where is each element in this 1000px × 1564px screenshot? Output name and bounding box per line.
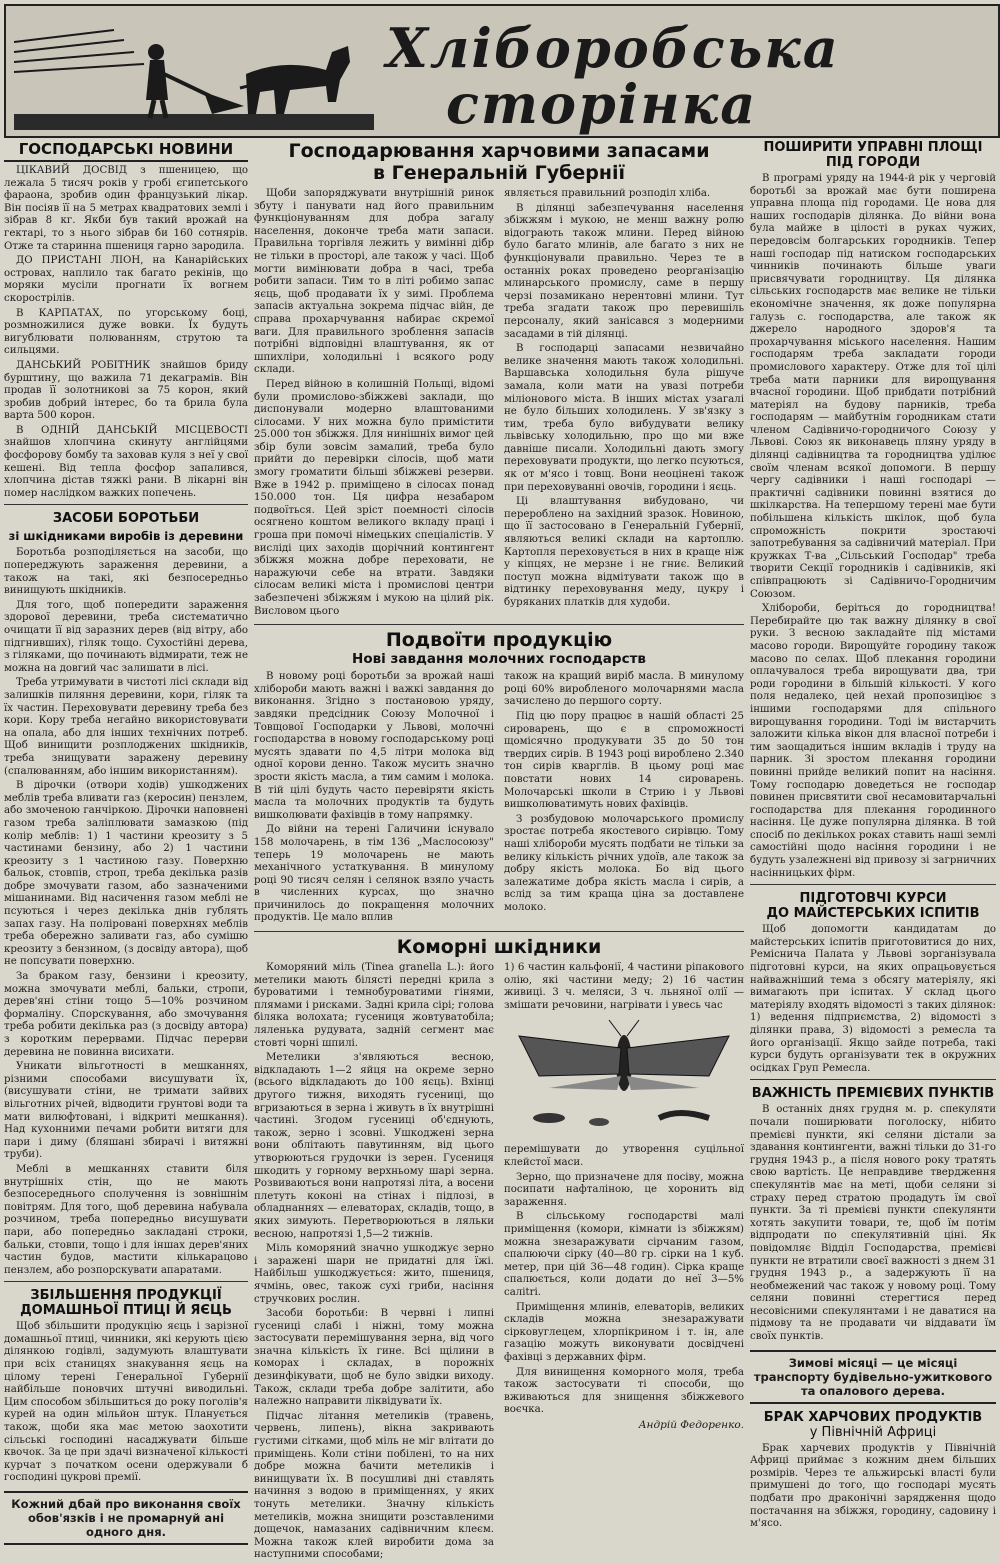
article-paragraph: Метелики з'являються весною, відкладають 1—2 яйця на окреме зерно (всього відкладають до 100 яєць). Вхінці другого тижня, виходять гусениці, що вгризаються в зерна і живуть в їх внутрішні частині. Згодом гусениці об'єднують, також, зерно і зсовні. Ушкоджені зерна вони облітають павутинням, від цього утворюються грудочки із зерен. Гусениця шкодить у горному верхньому шарі зерна. Розвиваються вони напротязі літа, а восени плетуть коконі на стінах і підлозі, в обладнаннях — елеваторах, складів, тощо, в яких зимують. Перетворюються в ляльки весною, напротязі 1,5—2 тижнів. [254, 1052, 494, 1240]
food-stocks-title-line1: Господарювання харчовими запасами [288, 140, 710, 162]
premium-title: ВАЖНІСТЬ ПРЕМІЄВИХ ПУНКТІВ [751, 1086, 995, 1102]
column-center [254, 140, 744, 1564]
news-item: ДАНСЬКИЙ РОБІТНИК знайшов бриду бурштину, що важила 71 декаграмів. Він продав її золотникові за 75 корон, який зробив добрий інтерес, бо та брила була варта 500 корон. [4, 359, 248, 422]
africa-title-line1: БРАК ХАРЧОВИХ ПРОДУКТІВ [763, 1409, 983, 1425]
pests-title: Коморні шкідники [396, 936, 602, 959]
article-paragraph: перемішувати до утворення суцільної клейстої маси. [504, 1144, 744, 1169]
divider [4, 504, 248, 505]
gardens-title-line1: ПОШИРИТИ УПРАВНІ ПЛОЩІ [763, 140, 983, 155]
plowing-farmer-illustration [14, 22, 374, 130]
article-paragraph: В сільському господарстві малі приміщення (комори, кімнати із збіжжям) можна знезаражувати сірчаним газом, спалюючи сірку (40—80 гр. сірки на 1 куб. метер, при цій 36—48 годин). Сірка краще спалюється, коли додати до неї 3—5% саліtri. [504, 1211, 744, 1298]
article-paragraph: являється правильний розподіл хліба. [504, 188, 711, 199]
column-left [4, 140, 248, 1551]
divider [254, 931, 744, 932]
article-paragraph: До війни на терені Галичини існувало 158 молочарень, в тім 136 „Маслосоюзу" теперь 19 молочарень не мають механічного устаткування. В минулому році 90 тисяч селян і селянок взяло участь в численних курсах, що значно причинилось до покращення молочних продуктів. Це мало вплив [254, 824, 494, 924]
article-paragraph: Коморяний міль (Tinea granella L.): його метелики мають білясті передні крила з буроватими і темнобуроватими гінями, плямами і рисками. Задні крила сірі; голова біляка волохата; гусениця жовтуватобіла; ляленька рудувата, задній сегмент має стовті чорні шпилі. [254, 962, 494, 1049]
wood-paragraph: Для того, щоб попередити зараження здорової деревини, треба систематично очищати її від заразних дерев (від вітру, або підгнивших), гіляк тощо. Сухостійні дерева, з гіляками, що починають відмирати, теж не можна на довгий час залишати в лісі. [4, 599, 248, 674]
dairy-article [254, 671, 744, 927]
article-paragraph: також на кращий виріб масла. В минулому році 60% виробленого молочарнями масла зачислено до першого сорту. [504, 671, 744, 708]
article-paragraph: Під цю пору працює в нашій області 25 сироварень, що є в спроможності щомісячно продукувати 35 до 50 тон твердих сирів. В 1943 році вироблено 2.340 тон сирів кварглів. В цьому році має повстати нових 14 сироварень. Молочарські школи в Стрию і у Львові вишколюватимуть нових фахівців. [504, 710, 744, 811]
courses-title-line2: ДО МАЙСТЕРСЬКИХ ІСПИТІВ [766, 906, 980, 922]
gardens-title-line2: ПІД ГОРОДИ [825, 155, 921, 170]
column-right [750, 140, 996, 1533]
author-signature: Андрій Федоренко. [638, 1418, 744, 1431]
article-paragraph: 1) 6 частин кальфонії, 4 частини ріпакового олію, які частини меду; 2) 16 частин живиці. 3 ч. меляси, 3 ч. льняної олії — змішати речовини, нагрівати і увесь час [504, 962, 744, 1011]
courses-title-line1: ПІДГОТОВЧІ КУРСИ [799, 891, 947, 907]
article-paragraph: Для винищення коморного моля, треба також застосувати ті способи, що вживаються для знищення збіжжевого воєчка. [504, 1366, 744, 1416]
africa-title-line2: у Північній Африці [809, 1424, 937, 1440]
article-paragraph: Щоби запоряджувати внутрішній ринок збуту і панувати над його правильним функціонуванням для добра загалу населення, доконче треба мати запаси. Правильна торгівля лежить у вимінні дібр не тільки в просторі, але також у часі. Щоб могти вимінювати добра в часі, треба робити запаси. Тим то в літі робимо запас яєць, щоб продавати їх у зимі. Проблема запасів актуальна зокрема підчас війн, де справа прохарчування набирає скремої ваги. Для правильного зроблення запасів потрібні відповідні влаштування, як от шпихліри, холодильні і всякого роду склади. [254, 188, 494, 376]
wood-paragraph: Уникати вільготності в мешканнях, різними способами висушувати їх, (висушувати стіни, не тримати зайвих вільготних річей, відводити грунтові води та мати вилюфтовані, і відкриті мешкання). Над кухонними печами робити витяги для пари і диму (бляшані збирачі і витяжні труби). [4, 1061, 248, 1161]
news-item: ЦІКАВИЙ ДОСВІД з пшеницею, що лежала 5 тисяч років у гробі єгипетського фараона, зробив один французький лікар. Він посіяв її на 5 метрах квадратових землі і зібрав 8 кг. Якби був такий врожай на гектарі, то з нього зібрав би 160 сотнярів. Отже та старинна пшениця гарно зародила. [4, 165, 248, 252]
masthead-title-line2: сторінка [446, 72, 758, 136]
article-paragraph: В господарці запасами незвичайно велике значення мають також холодильні. Варшавська холодильня була рішуче замала, коли мати на увазі потреби міліонового міста. В інших містах узагалі не було більших холодилень. У зв'язку з тим, треба було вибудувати велику львівську холодильню, про що ми вже давніше писали. Холодильні дають змогу переховувати продукти, що легко псуються, як от м'ясо і товщ. Вони неоцінені також при переховуванні овочів, городини і яєць. [504, 343, 744, 493]
wood-paragraph: Меблі в мешканнях ставити біля внутрішніх стін, що не мають безпосереднього сполучення із зовнішнім повітрям. Для того, щоб деревина набувала розчином, треба попередньо висушувати пари, або попередньо закладані строки, бальки, стовпи, тощо і для іншах дерев'яних частин будов, мастити кількарацово пензлем, або розпорскувати апаратами. [4, 1163, 248, 1276]
pests-article [254, 962, 744, 1564]
article-paragraph: Ці влаштування вибудовано, чи перероблено на західний зразок. Новиною, що її застосовано в Генеральній Губернії, являються великі склади на картоплю. Картопля переховується в них в краще ніж у кіпцях, не мерзне і не гниє. Великий поступ можна відмітувати також що в відтинку переховування меду, цукру і буряканих платків для худоби. [504, 496, 744, 608]
dairy-subtitle: Нові завдання молочних господарств [352, 651, 646, 668]
africa-paragraph: Брак харчевих продуктів у Північній Африці приймає з кожним днем більших розмірів. Через те альжирські власті були примушені до того, що господарі мусять подбати про драконічні зарядження щодо постачання на збіжжя, городину, садовину і м'ясо. [750, 1442, 996, 1530]
food-stocks-title-line2: в Генеральній Губернії [373, 162, 625, 184]
gardens-paragraph: В програмі уряду на 1944-й рік у черговій боротьбі за врожай має бути поширена управна площа під городами. Це нова для наших господарів ділянка. До війни вона була майже в цілості в руках чужих, передовсім болгарських городників. Тепер наші господар під натиском господарських чинників починають більше уваги присвячувати городництву. Ця ділянка сільських господарств має велике не тільки економічне значення, як доже популярна галузь с. господарства, але також як джерело народного здоров'я та прохарчування міського населення. Нашим господарям треба закладати городи промислового характеру. Отже для тої цілі треба мати парники для вирощування вчасної городини. Щоб прибдати потрібний матеріял на будову парників, треба господарям — майбутнім городникам стати членом Садівничо-городничого Союзу у Львові. Союз як виконавець пляну уряду в ділянці садівництва та городництва уділює своїм членам всякої допомоги. В першу чергу садівники і наші господарі — практичні садівники повинні взятися до шкілкарства. На тепершому терені мае бути побільшена кількість шкілок, щоб була спроможність покрити зростаючі запотребування за садівничий матеріал. При кружках Т-ва „Сільський Господар" треба творити Секції городників і садівників, які співпрацюють зі Садівничо-Городничим Союзом. [750, 173, 996, 600]
article-paragraph: Зерно, що призначене для посіву, можна посипати нафталіною, це хоронить від зараження. [504, 1171, 744, 1208]
article-paragraph: Підчас літання метеликів (травень, червень, липень), вікна закривають густими сітками, щоб міль не міг влітати до приміщень. Коли стіни побілені, то на них добре можна бачити метеликів і винищувати їх. В посушливі дні ставлять начиння з водою в приміщеннях, у яких тонуть метелики. Значну кількість метеликів, можна знищити розставленими дощечок, намазаних садівничним клеєм. Можна також клей виробити дома за наступними способами; [254, 1410, 494, 1561]
wood-paragraph: Боротьба розподіляється на засоби, що попереджують зараження деревини, а також на такі, які безпосередньо винищують шкідників. [4, 547, 248, 597]
gardens-paragraph: Хлібороби, беріться до городництва! Перебирайте цю так важну ділянку в свої руки. З весною закладайте під містами масово городи. Вирощуйте городину також масово по селах. Щоб плекання городини оплачувалося треба вирощувати два, три роди городини в більшій кількості. У кого поля недалеко, цей нехай пропозиціює з іншими господарями для спільного вирощування городини. Тоді ім вистарчить заложити кілька вікон для власної потреби і тим заощадиться іншим вкладів і труду на парник. Зі зростом плекання городини повинні прийде великий попит на насіння. Тому господарю доведеться не господар повинен присвятити свої несамовитарчальні господарства для плекання городинного насіння. Це дуже популярна ділянка. В той спосіб по декількох роках ставить наші землі самостійні щодо насіння городини і не будуть узалежнені від привозу зі загрничних насінницьких фірм. [750, 603, 996, 879]
divider [750, 884, 996, 885]
masthead-title-line1: Хліборобська [386, 16, 840, 80]
news-item: В КАРПАТАХ, по угорському боці, розмножилися дуже вовки. Їх будуть вигублювати полюванням, струтою та сильцями. [4, 307, 248, 357]
article-paragraph: Засоби боротьби: В червні і липні гусениці слабі і ніжні, тому можна застосувати перемішування зерна, від чого значна кількість їх гине. Всі щілини в коморах і складах, в порожніх дезинфікувати, щоб не було звідки виходу. Також, склади треба добре залітити, або належно направити ліквідувати їх. [254, 1308, 494, 1408]
wood-paragraph: За браком газу, бензини і креозиту, можна змочувати меблі, бальки, стропи, дерев'яні стіни тощо 5—10% розчином формаліну. Спорскування, або змочування треба робити декілька раз (з досвіду автора) з коротким перервами. Підчас перерви деревина не повинна висихати. [4, 971, 248, 1058]
poultry-paragraph: Щоб збільшити продукцію яєць і зарізної домашньої птиці, чинники, які керують цією ділянкою годівлі, задумують влаштувати при всіх станицях знакування яєць на цілому терені Генеральної Губернії найбільше поновчих штучні виводильні. Цим способом збільшиться до року поголів'я курей на один мільйон штук. Планується також, щоби яка має метою заохотити сільські господині насаджувати більше квочок. За це при здачі визначеної кількості курчат з початком осени одержували б господині цукрові премії. [4, 1321, 248, 1484]
article-paragraph: В новому році боротьби за врожай наші хлібороби мають важні і важкі завдання до виконання. Згідно з постановою уряду, завдяки предсідник Союзу Молочної і Товщової Господарки у Львові, молочні господарства в новому господарському році мусять здавати по 4,5 літри молока від одної корови денно. Також мусить значно зрости якість масла, а тим самим і молока. В тій цілі будуть часто перевіряти якість масла та молочних продуктів та будуть вишколювати фахівців в тому напрямку. [254, 671, 494, 821]
double-production-title: Подвоїти продукцію [385, 629, 613, 652]
news-title: ГОСПОДАРСЬКІ НОВИНИ [4, 140, 248, 162]
wood-title: ЗАСОБИ БОРОТЬБИ [52, 511, 200, 527]
wood-subtitle: зі шкідниками виробів із деревини [8, 529, 244, 544]
masthead-title [386, 16, 986, 136]
divider [254, 624, 744, 625]
transport-box: Зимові місяці — це місяці транспорту будівельно-ужиткового та опалового дерева. [750, 1350, 996, 1404]
premium-paragraph: В останніх днях грудня м. р. спекуляти почали поширювати поголоску, нібито премієві пункти, які селяни дістали за здавання контингенти, важні тільки до 31-го грудня 1943 р., а після нового року тратять свою вартість. Це неправдиве твердження спекулянтів має на меті, щоби селяни зі страху перед стратою продадуть їм свої пункти. За ті премієві пункти спекулянти хотять закупити товари, те, щоб їм потім відпродати по спекулятивній ціні. Як повідомляє Відділ Господарства, премієві пункти не втратили своєї важності з днем 31 грудня 1943 р., а задержують її на необмежений час також у новому році. Тому селяни повинні стерегтися перед несовісними спекулянтами і не даватися на підмову та не продавати чи віддавати їм своїх пунктів. [750, 1104, 996, 1343]
divider [4, 1281, 248, 1282]
news-item: ДО ПРИСТАНІ ЛІОН, на Канарійських островах, наплило так багато рекінів, що моряки мусіли прогнати їх вогнем скорострілів. [4, 255, 248, 304]
article-paragraph: В ділянці забезпечування населення збіжжям і мукою, не менш важну ролю відограють також млини. Перед війною було багато млинів, але багато з них не функціонували правильно. Через те в останніх роках проведено реорганізацію млинарського промислу, саме в першу черзі позамикано нерентовні млини. Тут треба згадати також про перевишіль персоналу, який занісався з модерними засадами в тій ділянці. [504, 202, 744, 340]
poultry-title: ЗБІЛЬШЕННЯ ПРОДУКЦІЇ ДОМАШНЬОЇ ПТИЦІ Й ЯЄЦЬ [20, 1288, 232, 1319]
article-paragraph: Перед війною в колишній Польщі, відомі були промислово-збіжжеві заклади, що диспонували модерно влаштованими сілосами. У них можна було примістити 25.000 тон збіжжя. Для нинішніх вимог цей збір були зовсім замалий, треба було прийти до перевірки сілосів, щоб мати змогу громатити більші збіжжеві резерви. Вже в 1942 р. приміщено в сілосах понад 150.000 тон. Ця цифра незабаром подвоїться. Цей зріст поемності сілосів осягнено коштом великого вкладу праці і гроша при помочі німецьких спеціалістів. У висліді цих заходів щорічний контингент збіжжя можна добре переховати, не наражуючи себе на втрати. Завдяки сілосам великі міста і промислові центри забезпечені збіжжям і мукою на цілий рік. Висловом цього [254, 378, 494, 617]
news-item: В ОДНІЙ ДАНСЬКІЙ МІСЦЕВОСТІ знайшов хлопчина скинуту англійцями фосфорову бомбу та заховав куля з неї у свої кешені. Від тепла фосфор запалився, хлопчина дістав тяжкі рани. В лікарні він помер наслідком важких попечень. [4, 424, 248, 499]
slogan-box: Кожний дбай про виконання своїх обов'язків і не промарнуй ані одного дня. [4, 1491, 248, 1545]
grain-moth-illustration [509, 1018, 739, 1138]
masthead [4, 4, 1000, 138]
divider [750, 1079, 996, 1080]
food-stocks-article [254, 188, 744, 620]
article-paragraph: Міль коморяний значно ушкоджує зерно і заражені шари не придатні для їжі. Найбільш ушкоджується: жито, пшениця, ячмінь, овес, також сухі гриби, насіння стручкових рослин. [254, 1243, 494, 1305]
article-paragraph: З розбудовою молочарського промислу зростає потреба якостевого сирівцю. Тому наші хлібороби мусять подбати не тільки за велику кількість річних удоїв, але також за добру якість молока. Бо від цього залежатиме добра якість масла і сирів, а вслід за тим краща ціна за доставлене молоко. [504, 813, 744, 913]
article-paragraph: Приміщення млинів, елеваторів, великих складів можна знезаражувати сірковуглецем, хлорпікрином і т. ін, але газацію можуть виконувати досвідчені фахівці з державних фірм. [504, 1301, 744, 1363]
wood-paragraph: Треба утримувати в чистоті лісі склади від залишків пиляння деревини, кори, гіляк та їх частин. Переховувати деревину треба без кори. Кору треба негайно використовувати на опала, або для інших технічних потреб. Щоб винищити розплоджених шкідників, треба знищувати заражену деревину (спалюванням, або іншим використанням). [4, 677, 248, 777]
wood-paragraph: В дірочки (отвори ходів) ушкоджених меблів треба вливати газ (керосин) пензлем, або змоченою ганчіркою. Дірочки наповнені газом треба заліплювати замазкою (під колір меблів: 1) 1 частини креозиту з 5 частинами бензину, або 2) 1 частини креозиту з 1 частиною газу. Поверхню бальок, стовпів, строп, треба декілька разів добре змочувати газом, або зазначеними мішанинами. Від насичення газом меблі не псуються і через декілька днів гублять запах газу. На поліровані поверхнях меблів треба обережно заливати газ, або сумішю креозиту з бензином, (з досвіду автора), щоб не попсувати поверхню. [4, 780, 248, 968]
courses-paragraph: Щоб допомогти кандидатам до майстерських іспитів приготовитися до них, Реміснича Палата у Львові зорганізувала підготовні курси, на яких опрацьовується найважніший тема з обсягу матеріялу, які вимагають при іспитах. У склад цього матеріялу входять відомості з таких ділянок: 1) ведення підприємства, 2) відомості з ділянки права, 3) відомості з ремесла та його організації. Якщо зайде потреба, такі курси будуть організувати тек в окружних осідках Груп Ремесла. [750, 924, 996, 1074]
